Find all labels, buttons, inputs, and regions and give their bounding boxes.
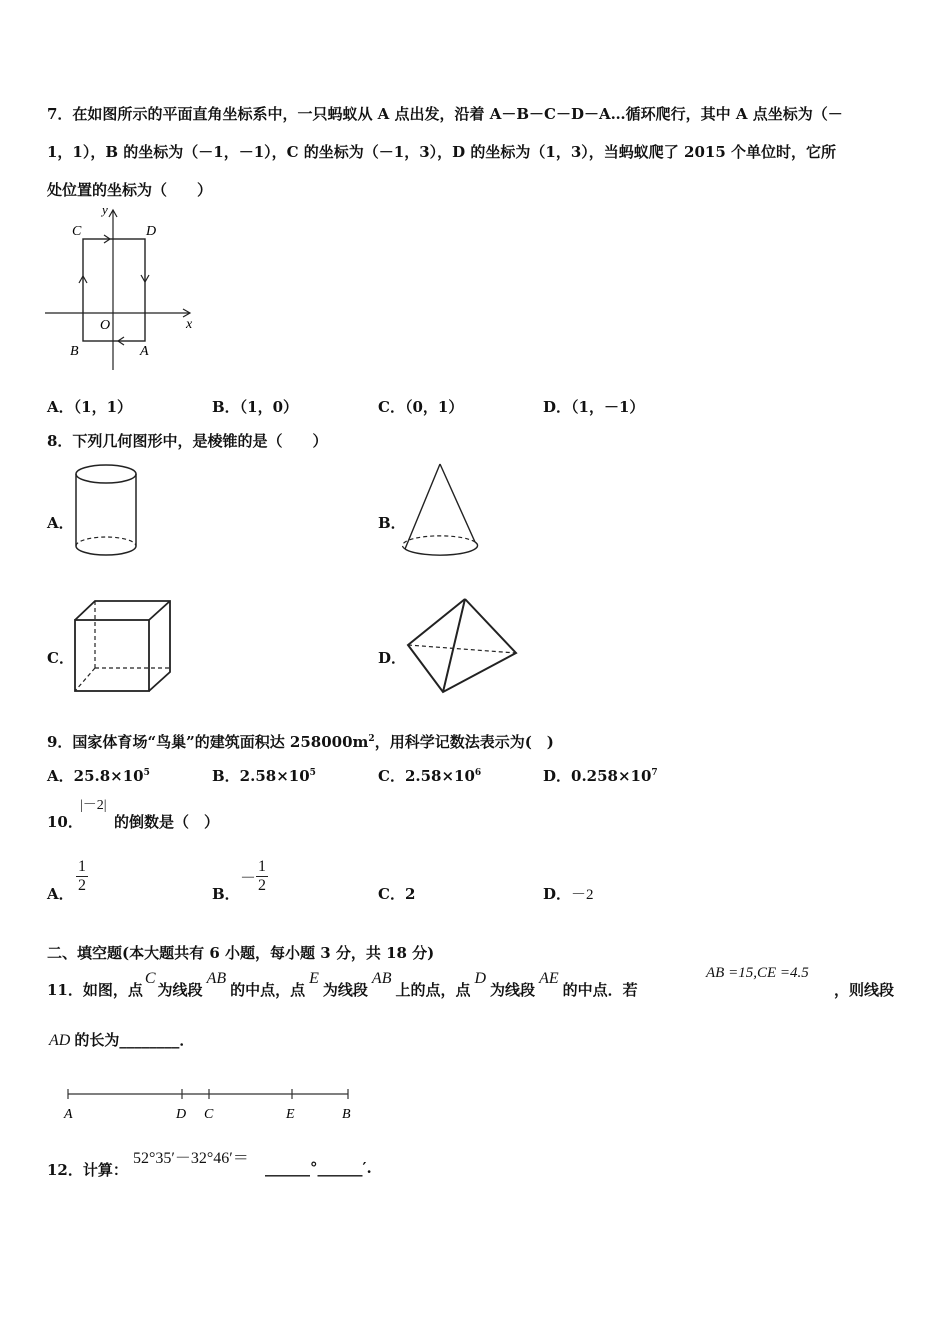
cube-figure [70,596,180,696]
q11-stem-tail: ，则线段 [834,981,895,999]
section2-title: 二、填空题(本大题共有 6 小题，每小题 3 分，共 18 分) [47,944,435,962]
q9-option-d[interactable]: D．$0.258\times 10^7$ [543,767,658,785]
q9-stem: 9．国家体育场“鸟巢”的建筑面积达 $258000m^2$，用科学记数法表示为( ) [47,733,554,751]
q9-option-c[interactable]: C．$2.58\times 10^6$ [378,767,482,785]
q8-option-c-label[interactable]: C． [47,649,74,667]
q7-option-a[interactable]: A．（1，1） [47,398,133,416]
fig-label-origin: O [100,318,111,333]
q8-option-a-label[interactable]: A． [47,514,74,532]
fig-label-b: B [70,344,79,359]
q11-segment-figure [60,1082,370,1127]
fig-label-a: A [140,344,149,359]
q10-option-b-value: － $\frac{1}{2}$ [240,858,267,894]
fig-label-c: C [72,224,82,239]
q12-answer-blank[interactable]: ______°______′. [265,1159,372,1177]
cone-figure [400,458,485,568]
q10-option-a-fraction: $\frac{1}{2}$ [78,858,86,894]
q9-option-b[interactable]: B．$2.58\times 10^5$ [212,767,316,785]
pyramid-figure [400,594,525,698]
fig-label-x: x [186,317,193,332]
q10-option-b[interactable]: B． [212,885,240,903]
q8-option-d-label[interactable]: D． [378,649,407,667]
segment-label-c: C [204,1107,214,1122]
segment-label-a: A [64,1107,73,1122]
q7-stem-line2: 1，1），B 的坐标为（－1，－1），C 的坐标为（－1，3），D 的坐标为（1，3），当蚂蚁爬了 2015 个单位时，它所 [47,143,836,161]
q10-option-c[interactable]: C．2 [378,885,416,903]
q10-abs-expression: |－2| [80,798,107,813]
q9-option-a[interactable]: A．$25.8\times 10^5$ [47,767,150,785]
q11-condition: AB =15,CE =4.5 [706,965,809,981]
q8-option-b-label[interactable]: B． [378,514,406,532]
fig-label-y: y [102,202,108,217]
q11-stem-line1: 11．如图，点C为线段AB的中点，点E为线段AB上的点，点D为线段AE的中点．若 [47,970,638,999]
q10-option-d[interactable]: D．－2 [543,885,594,903]
q10-stem: 的倒数是（ ） [114,813,220,831]
q7-stem-line3: 处位置的坐标为（ ） [47,181,213,199]
q10-option-a[interactable]: A． [47,885,74,903]
q7-option-b[interactable]: B．（1，0） [212,398,299,416]
q12-expression: 52°35′－32°46′＝ [133,1150,249,1167]
cylinder-figure [70,460,145,565]
fig-label-d: D [146,224,157,239]
segment-label-d: D [176,1107,187,1122]
segment-label-e: E [286,1107,295,1122]
q7-coordinate-figure [40,200,200,375]
q8-stem: 8．下列几何图形中，是棱锥的是（ ） [47,432,328,450]
q7-option-d[interactable]: D．（1，－1） [543,398,645,416]
q7-option-c[interactable]: C．（0，1） [378,398,464,416]
q12-number: 12．计算： [47,1161,128,1179]
q10-number: 10． [47,813,83,831]
q11-stem-line2: AD 的长为________． [49,1031,195,1049]
q7-stem-line1: 7．在如图所示的平面直角坐标系中，一只蚂蚁从 A 点出发，沿着 A－B－C－D－A…循环爬行，其中 A 点坐标为（－ [47,105,843,123]
segment-label-b: B [342,1107,351,1122]
